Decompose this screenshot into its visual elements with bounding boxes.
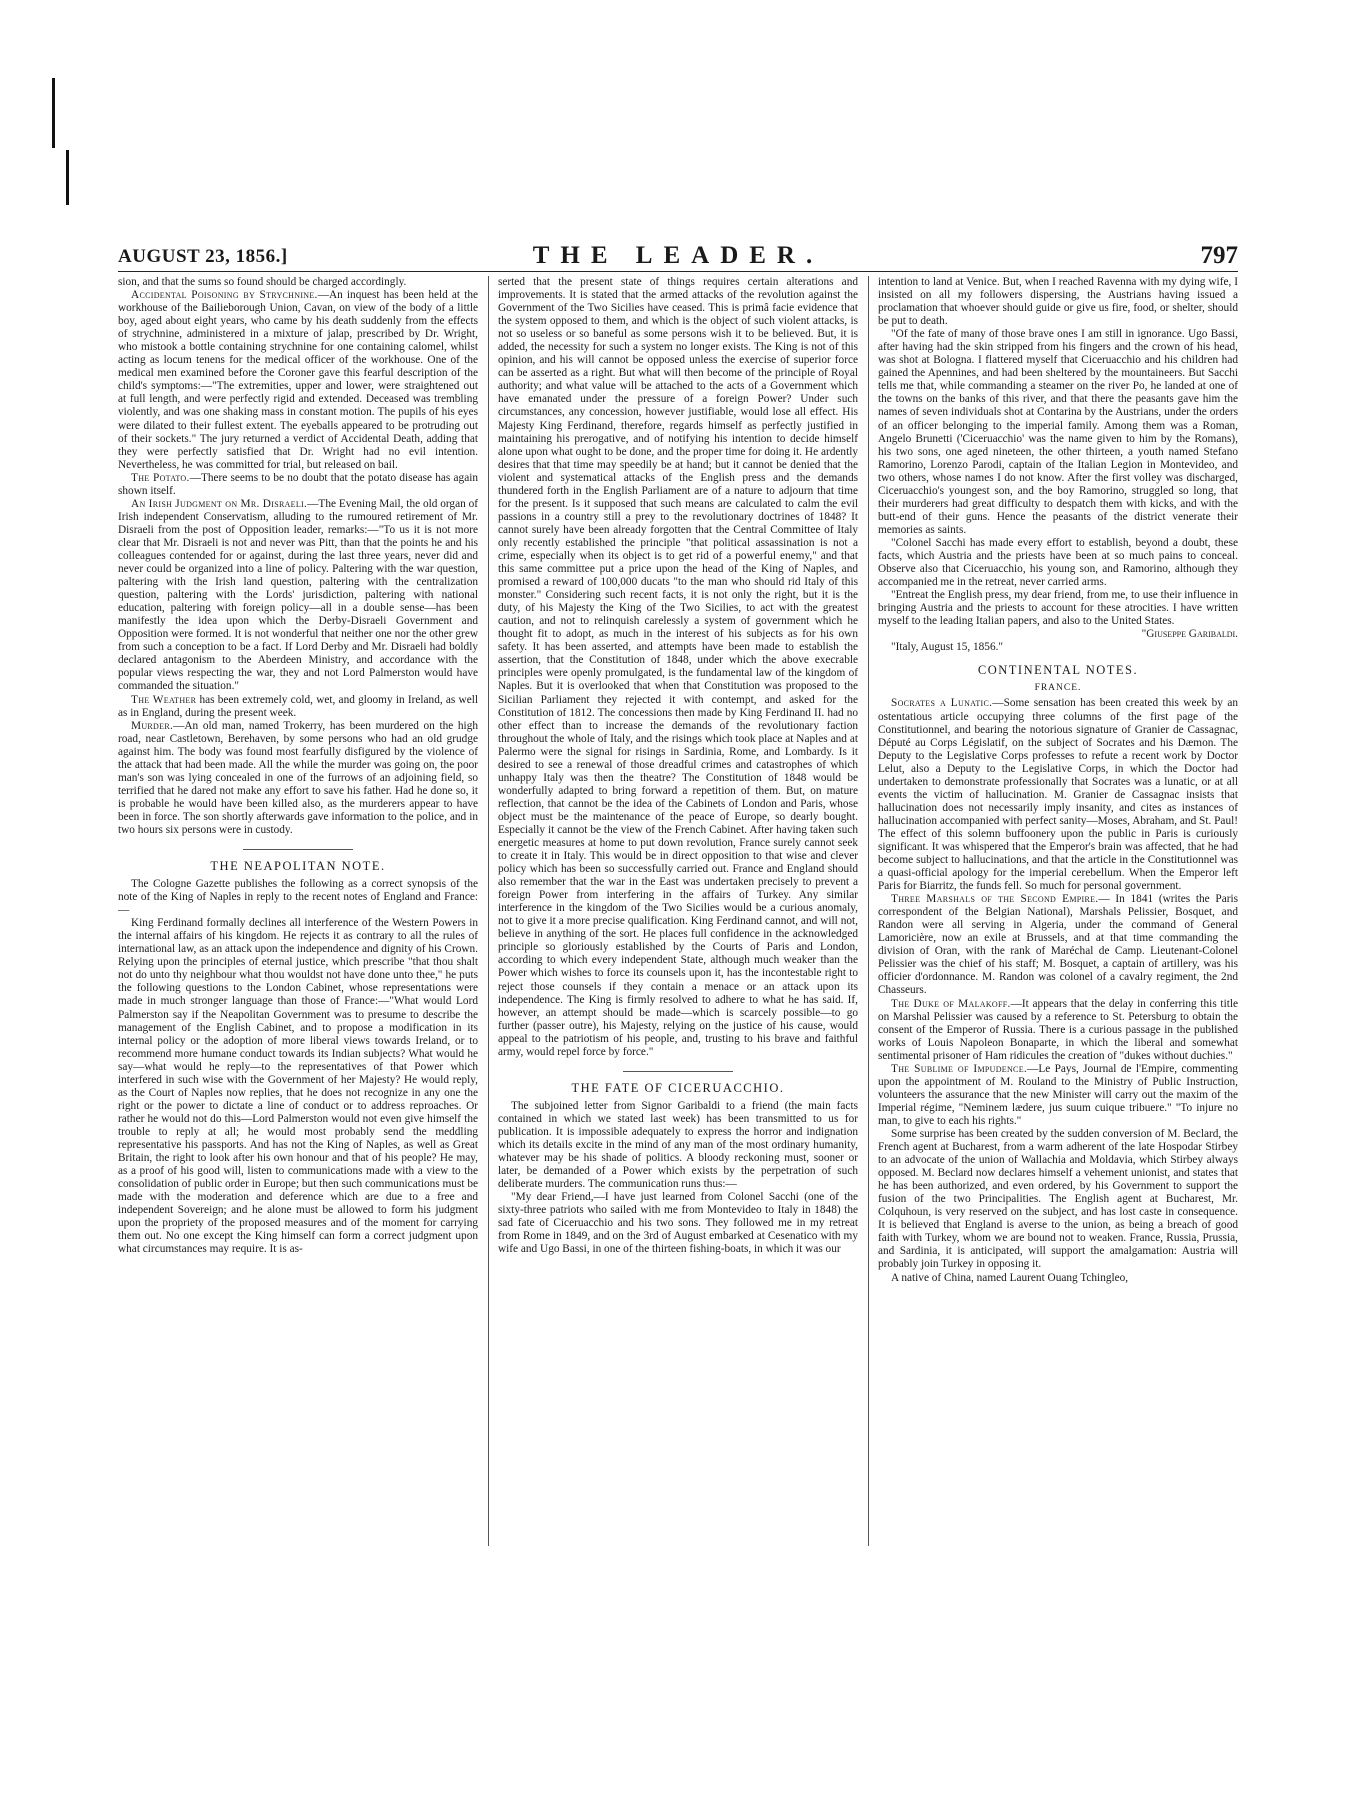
article-heading: Socrates a Lunatic. bbox=[891, 697, 993, 710]
paragraph: A native of China, named Laurent Ouang Tchingleo, bbox=[891, 1271, 1129, 1284]
paragraph: sion, and that the sums so found should be charged accordingly. bbox=[118, 276, 407, 288]
paragraph: King Ferdinand formally declines all interference of the Western Powers in the internal affairs of his kingdom. He rejects it as contrary to all the rules of international law, as an attack upon the independence and dignity of his Crown. Relying upon the principles of eternal justice, which prescribe "that thou shalt not do unto thy neighbour what thou wouldst not have done unto thee," he puts the following questions to the London Cabinet, whose representations were made in much stronger language than those of France:—"What would Lord Palmerston say if the Neapolitan Government was to presume to describe the management of the English Cabinet, and to propose a modification in its internal policy or the adoption of more liberal views towards Ireland, or to recommend more humane conduct towards its Indian subjects? What would he say—what would he reply—to the representatives of that Power which interfered in such wise with the Government of her Majesty? He would reply, as the Court of Naples now replies, that he does not recognize in any one the right or the power to dictate a line of conduct or to address reproaches. Or rather he would not do this—Lord Palmerston would not even give himself the trouble to reply at all; he would most probably send the meddling representative his passports. And has not the King of Naples, as well as Great Britain, the right to look after his own honour and that of his people? He may, as a proof of his good will, listen to communications made with a view to the consolidation of public order in Europe; but then such communications must be made with the moderation and deference which are due to a free and independent Sovereign; and he alone must be allowed to form his judgment upon the propriety of the proposed measures and of the moment for carrying them out. No one except the King himself can form a correct judgment upon what circumstances may require. It is as- bbox=[118, 917, 478, 1256]
margin-mark-bottom bbox=[66, 150, 69, 205]
issue-date: AUGUST 23, 1856.] bbox=[118, 246, 288, 267]
article-text: —An old man, named Trokerry, has been murdered on the high road, near Castletown, Berehaven, by some persons who had an old grudge against him. The body was found most fearfully disfigured by the violence of the attack that had been made. All the while the murder was going on, the poor man's son was lying concealed in one of the furrows of an adjoining field, so terrified that he dared not make any effort to save his father. Had he done so, it is probable he would have been killed also, as the murderers appear to have been in force. The son shortly afterwards gave information to the police, and in two hours six persons were in custody. bbox=[118, 719, 478, 836]
column-1 bbox=[118, 276, 478, 1576]
column-rule-1 bbox=[488, 276, 489, 1546]
article-text: —The Evening Mail, the old organ of Irish independent Conservatism, alluding to the rumoured retirement of Mr. Disraeli from the post of Opposition leader, remarks:—"To us it is not more clear that Mr. Disraeli is not and never was Pitt, than that the points he and his colleagues contended for or against, during the last three years, never did and never could be organized into a line of policy. Paltering with the war question, paltering with the Irish land question, paltering with the centralization question, paltering with the Lords' jurisdiction, paltering with national education, paltering with foreign policy—all in a double sense—has been manifestly the idea upon which the Derby-Disraeli Government and Opposition were formed. It is not wonderful that neither one nor the other grew from such a conception to be a fact. If Lord Derby and Mr. Disraeli had boldly declared antagonism to the Aberdeen Ministry, and accordance with the popular views respecting the war, they and not Lord Palmerston would have commanded the situation." bbox=[118, 497, 478, 693]
article-duke-of-malakoff bbox=[878, 998, 1238, 1063]
article-potato bbox=[118, 472, 478, 498]
paragraph: "Entreat the English press, my dear friend, from me, to use their influence in bringing Austria and the priests to account for these atrocities. I have written myself to the leading Italian papers, and also to the United States. bbox=[878, 589, 1238, 628]
paragraph: "Colonel Sacchi has made every effort to establish, beyond a doubt, these facts, which Austria and the priests have been at so much pains to conceal. Observe also that Ciceruacchio, his young son, and Ramorino, although they accompanied me in the retreat, never carried arms. bbox=[878, 536, 1238, 589]
paragraph: The Cologne Gazette publishes the following as a correct synopsis of the note of the King of Naples in reply to the recent notes of England and France:— bbox=[118, 878, 478, 917]
article-accidental-poisoning bbox=[118, 289, 478, 472]
article-murder bbox=[118, 720, 478, 837]
article-heading: The Sublime of Impudence. bbox=[891, 1062, 1028, 1075]
article-three-marshals bbox=[878, 893, 1238, 997]
columns bbox=[118, 276, 1238, 1576]
column-rule-2 bbox=[868, 276, 869, 1546]
article-text: —Le Pays, Journal de l'Empire, commenting upon the appointment of M. Rouland to the Ministry of Public Instruction, volunteers the assurance that the new Minister will carry out the maxim of the Imperial régime, "Neminem lædere, jus suum cuique tribuere." "To injure no man, to give to each his rights." bbox=[878, 1062, 1238, 1127]
article-heading: Murder. bbox=[131, 719, 174, 732]
section-title-continental-notes: CONTINENTAL NOTES. bbox=[977, 663, 1139, 678]
newspaper-page bbox=[118, 242, 1238, 1576]
article-sublime-impudence bbox=[878, 1063, 1238, 1128]
article-heading: The Potato. bbox=[131, 471, 190, 484]
section-title-neapolitan-note: THE NEAPOLITAN NOTE. bbox=[210, 859, 386, 874]
section-divider bbox=[243, 849, 353, 850]
paragraph: The subjoined letter from Signor Garibaldi to a friend (the main facts contained in which we stated last week) has been transmitted to us for publication. It is impossible adequately to express the horror and indignation which its details excite in the mind of any man of the most ordinary humanity, whatever may be his shade of politics. A bloody reckoning must, sooner or later, be demanded of a Power which exists by the perpetration of such deliberate murders. The communication runs thus:— bbox=[498, 1099, 858, 1191]
page-header bbox=[118, 242, 1238, 272]
article-socrates bbox=[878, 697, 1238, 893]
page-number: 797 bbox=[1200, 242, 1238, 269]
subsection-france: FRANCE. bbox=[1034, 683, 1082, 694]
paragraph: serted that the present state of things requires certain alterations and improvements. It is stated that the armed attacks of the revolution against the Government of the Two Sicilies have ceased. This is primâ facie evidence that the system opposed to them, and which is the object of such violent attacks, is not so useless or so baneful as some persons wish it to be believed. But, it is added, the necessity for such a system no longer exists. The King is not of this opinion, and his will cannot be opposed unless the exercise of superior force can be asserted as a right. But what will then become of the principle of Royal authority; and what value will be attached to the acts of a Government which have emanated under the pressure of a foreign Power? Under such circumstances, any concession, however justifiable, would lose all effect. His Majesty King Ferdinand, therefore, regards himself as perfectly justified in maintaining his prerogative, and of notifying his intention to decide himself alone upon what ought to be done, and the proper time for doing it. He ardently desires that that time may speedily be at hand; but it cannot be denied that the violent and systematical attacks of the English press and the demands thundered forth in the English Parliament are of a nature to adjourn that time for the present. Is it supposed that such means are calculated to calm the evil passions in a country still a prey to the revolutionary doctrines of 1848? It cannot surely have been already forgotten that the Central Committee of Italy only recently established the principle "that political assassination is not a crime, especially when its object is to get rid of a powerful enemy," and that this same committee put a price upon the head of the King of Naples, and promised a reward of 100,000 ducats "to the man who should rid Italy of this monster." Considering such recent facts, it is not only the right, but it is the duty, of his Majesty the King of the Two Sicilies, to act with the greatest caution, and not to relinquish carelessly a system of government which he thought fit to adopt, as much in the interest of his subjects as for his own safety. It has been asserted, and attempts have been made to establish the assertion, that the Constitution of 1848, under which the above execrable principles were openly promulgated, is the fundamental law of the kingdom of Naples. But it is overlooked that when that Constitution was proposed to the Sicilian Parliament they rejected it with contempt, and asked for the Constitution of 1812. The concessions then made by King Ferdinand II. had no other effect than to increase the demands of the revolutionary faction throughout the whole of Italy, and the risings which took place at Naples and at Palermo were the signal for risings in Sardinia, Rome, and Lombardy. Is it desired to see a renewal of those dreadful crimes and catastrophes of which unhappy Italy was then the theatre? The Constitution of 1848 would be wonderfully adapted to bring forward a repetition of them. But, on mature reflection, that cannot be the idea of the Cabinets of London and Paris, whose object must be the maintenance of the peace of Europe, so dearly bought. Especially it cannot be the view of the French Cabinet. After having taken such energetic measures at home to put down revolution, France surely cannot seek to create it in Italy. This would be in direct opposition to that wise and clever policy which has been so successfully carried out. France and England should also remember that the war in the East was undertaken precisely to prevent a foreign Power from interfering in the affairs of Turkey. Any similar interference in the kingdom of the Two Sicilies would be a curious anomaly, not to give it a more precise qualification. King Ferdinand cannot, and will not, believe in anything of the sort. He places full confidence in the acknowledged principle so gloriously established by the Courts of Paris and London, according to which every independent State, although much weaker than the Power which wishes to force its counsels upon it, has the incontestable right to reject those counsels if they contain a menace or an attack upon its independence. The King is firmly resolved to adhere to what he has said. If, however, an attempt should be made—which is scarcely possible—to go further (passer outre), his Majesty, relying on the justice of his cause, would appeal to the patriotism of his people, and, trusting to his brave and faithful army, would repel force by force." bbox=[498, 276, 858, 1058]
section-divider bbox=[623, 1071, 733, 1072]
letter-dateline: "Italy, August 15, 1856." bbox=[891, 641, 1004, 654]
article-text: — In 1841 (writes the Paris correspondent of the Belgian National), Marshals Pelissier, Bosquet, and Randon were all serving in Algeria, under the command of General Lamoricière, now an exile at Brussels, and at that time commanding the division of Oran, with the rank of Maréchal de Camp. Lieutenant-Colonel Pelissier was the chief of his staff; M. Bosquet, a captain of artillery, was his officier d'ordonnance. M. Randon was colonel of a cavalry regiment, the 2nd Chasseurs. bbox=[878, 893, 1238, 997]
article-heading: An Irish Judgment on Mr. Disraeli. bbox=[131, 497, 308, 510]
article-irish-judgment bbox=[118, 498, 478, 694]
article-heading: The Duke of Malakoff. bbox=[891, 997, 1011, 1010]
paragraph: "My dear Friend,—I have just learned from Colonel Sacchi (one of the sixty-three patriots who sailed with me from Montevideo to Italy in 1848) the sad fate of Ciceruacchio and his two sons. They followed me in my retreat from Rome in 1849, and on the 3rd of August embarked at Cesenatico with my wife and Ugo Bassi, in one of the thirteen fishing-boats, in which it was our bbox=[498, 1191, 858, 1256]
paragraph: intention to land at Venice. But, when I reached Ravenna with my dying wife, I insisted on all my followers dispersing, the Austrians having issued a proclamation that whoever should guide or give us fire, food, or shelter, should be put to death. bbox=[878, 276, 1238, 328]
article-text: has been extremely cold, wet, and gloomy in Ireland, as well as in England, during the present week. bbox=[118, 693, 478, 719]
article-text: —There seems to be no doubt that the potato disease has again shown itself. bbox=[118, 471, 478, 497]
article-heading: Three Marshals of the Second Empire. bbox=[891, 893, 1099, 906]
article-heading: The Weather bbox=[131, 693, 197, 706]
masthead-title: THE LEADER. bbox=[532, 242, 824, 269]
article-weather bbox=[118, 694, 478, 720]
article-heading: Accidental Poisoning by Strychnine. bbox=[131, 289, 318, 302]
section-title-fate-of-ciceruacchio: THE FATE OF CICERUACCHIO. bbox=[571, 1080, 785, 1095]
column-3 bbox=[878, 276, 1238, 1576]
column-2 bbox=[498, 276, 858, 1576]
letter-signature: "Giuseppe Garibaldi. bbox=[1141, 628, 1238, 641]
paragraph: "Of the fate of many of those brave ones I am still in ignorance. Ugo Bassi, after having had the skin stripped from his fingers and the crown of his head, was shot at Bologna. I flattered myself that Ciceruacchio and his children had gained the Apennines, and had been sheltered by the mountaineers. But Sacchi tells me that, while commanding a steamer on the river Po, he landed at one of the towns on the banks of this river, and that there the peasants gave him the names of seven individuals shot at Contarina by the Austrians, under the orders of an officer belonging to the imperial family. Among them was a Roman, Angelo Brunetti ('Ciceruacchio' was the name given to him by the Romans), his two sons, one aged nineteen, the other thirteen, a youth named Stefano Ramorino, Lorenzo Parodi, captain of the Italian Legion in Montevideo, and two others, whose names I do not know. After the first volley was discharged, Ciceruacchio's youngest son, and the boy Ramorino, struggled so long, that their murderers had great difficulty to despatch them with kicks, and with the butt-end of their guns. Hence the peasants of the district venerate their memories as saints. bbox=[878, 328, 1238, 536]
article-text: —An inquest has been held at the workhouse of the Bailieborough Union, Cavan, on view of the body of a little boy, aged about eight years, who came by his death suddenly from the effects of strychnine, administered in a mixture of jalap, prescribed by Dr. Wright, who mistook a bottle containing strychnine for one containing calomel, whilst acting as locum tenens for the medical officer of the workhouse. One of the medical men examined before the Coroner gave this fearful description of the child's symptoms:—"The extremities, upper and lower, were straightened out at full length, and were perfectly rigid and extended. Deceased was trembling violently, and was one shaking mass in constant motion. The pupils of his eyes were dilated to their fullest extent. The eyeballs appeared to be protruding out of their sockets." The jury returned a verdict of Accidental Death, adding that they were perfectly satisfied that Dr. Wright had no evil intention. Nevertheless, he was committed for trial, but released on bail. bbox=[118, 289, 478, 471]
margin-mark-top bbox=[52, 78, 55, 148]
article-text: —Some sensation has been created this week by an ostentatious article occupying three columns of the first page of the Constitutionnel, and bearing the notorious signature of Granier de Cassagnac, Député au Corps Législatif, on the subject of Socrates and his Dæmon. The Deputy to the Legislative Corps professes to refute a recent work by Doctor Lelut, also a Deputy to the Legislative Corps, in which the Doctor had undertaken to demonstrate professionally that Socrates was a lunatic, or at all events the victim of hallucination. M. Granier de Cassagnac insists that hallucination does not necessarily imply insanity, and cites as instances of hallucination accompanied with perfect sanity—Moses, Abraham, and St. Paul! The effect of this solemn buffoonery upon the public in Paris is curiously significant. It was whispered that the Emperor's brain was affected, that he had become subject to hallucinations, and that the article in the Constitutionnel was a quasi-official apology for the imperial cerebellum. When the Emperor left Paris for Biarritz, the funds fell. So much for personal government. bbox=[878, 697, 1238, 893]
paragraph: Some surprise has been created by the sudden conversion of M. Beclard, the French agent at Bucharest, from a warm adherent of the late Hospodar Stirbey to an advocate of the union of Wallachia and Moldavia, which Stirbey always opposed. M. Beclard now declares himself a vehement unionist, and states that he has been authorized, and even ordered, by his Government to support the fusion of the two Principalities. The English agent at Bucharest, Mr. Colquhoun, is very reserved on the subject, and has lost caste in consequence. It is believed that England is averse to the union, as being a breach of good faith with Turkey, whom we are bound not to weaken. France, Russia, Prussia, and Sardinia, it is anticipated, will support the amalgamation: Austria will probably join Turkey in opposing it. bbox=[878, 1128, 1238, 1271]
article-text: —It appears that the delay in conferring this title on Marshal Pelissier was caused by a reference to St. Petersburg to obtain the consent of the Emperor of Russia. There is a curious passage in the published works of Louis Napoleon Bonaparte, in which the liberal and somewhat sentimental prisoner of Ham ridicules the creation of "dukes without duchies." bbox=[878, 997, 1238, 1062]
